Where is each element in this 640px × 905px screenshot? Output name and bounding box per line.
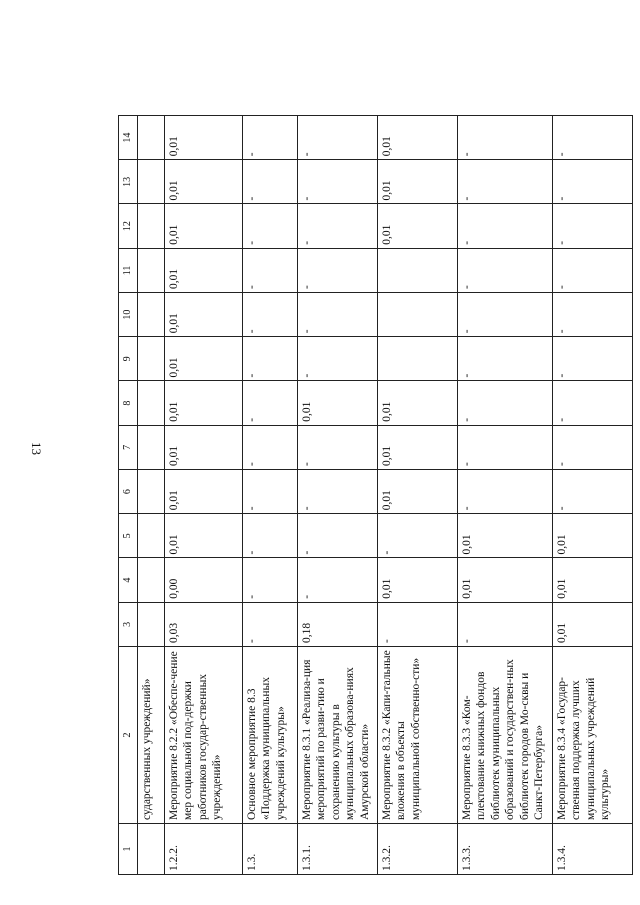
header-cell: 8 xyxy=(119,381,138,425)
header-cell: 1 xyxy=(119,824,138,875)
row-name: Мероприятие 8.3.3 «Ком-плектование книжных фондов библиотек муниципальных образований и государствен-ных библиотек городов Мо-сквы и Санкт-Петербурга» xyxy=(458,647,553,824)
row-value: 0,03 xyxy=(165,602,243,646)
header-cell: 5 xyxy=(119,514,138,558)
row-value xyxy=(378,337,458,381)
row-value: - xyxy=(298,470,378,514)
row-value: - xyxy=(458,425,553,469)
row-value: 0,01 xyxy=(165,425,243,469)
row-value: - xyxy=(553,381,633,425)
header-cell: 4 xyxy=(119,558,138,602)
row-value: 0,18 xyxy=(298,602,378,646)
row-value: 0,01 xyxy=(458,514,553,558)
table-row xyxy=(458,116,553,875)
row-value: - xyxy=(458,160,553,204)
row-value: 0,01 xyxy=(378,204,458,248)
row-value: 0,01 xyxy=(165,116,243,160)
row-name: Мероприятие 8.2.2 «Обеспе-чение мер социальной под-держки работников государ-ственных учреждений» xyxy=(165,647,243,824)
row-value: 0,01 xyxy=(165,160,243,204)
row-value: - xyxy=(243,293,298,337)
row-value: - xyxy=(243,425,298,469)
row-value: 0,01 xyxy=(378,470,458,514)
row-value: 0,01 xyxy=(165,204,243,248)
row-value: - xyxy=(298,425,378,469)
continuation-code-cell xyxy=(138,824,165,875)
row-value: - xyxy=(553,293,633,337)
row-value: 0,01 xyxy=(378,116,458,160)
row-name: Мероприятие 8.3.1 «Реализа-ция мероприятий по разви-тию и сохранению культуры в муниципальных образова-ниях Амурской области» xyxy=(298,647,378,824)
row-value: - xyxy=(553,116,633,160)
row-value: - xyxy=(298,293,378,337)
row-value: 0,01 xyxy=(378,160,458,204)
header-cell: 9 xyxy=(119,337,138,381)
row-value: 0,01 xyxy=(458,558,553,602)
row-value: - xyxy=(243,602,298,646)
row-value: 0,01 xyxy=(553,558,633,602)
row-value: 0,01 xyxy=(378,425,458,469)
header-cell: 3 xyxy=(119,602,138,646)
indicator-table xyxy=(118,115,633,875)
row-value: - xyxy=(243,160,298,204)
row-value: - xyxy=(553,337,633,381)
row-value: 0,01 xyxy=(553,514,633,558)
header-cell: 6 xyxy=(119,470,138,514)
row-value: - xyxy=(298,160,378,204)
table-row xyxy=(378,116,458,875)
row-value: - xyxy=(243,558,298,602)
table-row xyxy=(553,116,633,875)
header-cell: 10 xyxy=(119,293,138,337)
row-value: - xyxy=(298,558,378,602)
row-value: - xyxy=(458,470,553,514)
row-value: - xyxy=(553,425,633,469)
continuation-text: сударственных учреждений» xyxy=(138,647,165,824)
row-name: Мероприятие 8.3.4 «Государ-ственная поддержка лучших муниципальных учреждений культуры» xyxy=(553,647,633,824)
row-value: - xyxy=(553,160,633,204)
row-name: Мероприятие 8.3.2 «Капи-тальные вложения в объекты муниципальной собственно-сти» xyxy=(378,647,458,824)
row-value: - xyxy=(298,514,378,558)
row-value: - xyxy=(458,381,553,425)
row-code: 1.3. xyxy=(243,824,298,875)
row-value: - xyxy=(243,116,298,160)
row-value xyxy=(378,248,458,292)
page-number: 13 xyxy=(29,442,44,455)
row-name: Основное мероприятие 8.3 «Поддержка муниципальных учреждений культуры» xyxy=(243,647,298,824)
row-value: - xyxy=(553,204,633,248)
row-value: 0,01 xyxy=(378,381,458,425)
row-code: 1.2.2. xyxy=(165,824,243,875)
row-value: 0,01 xyxy=(165,248,243,292)
header-row xyxy=(119,116,138,875)
row-value: - xyxy=(553,470,633,514)
row-value: - xyxy=(458,293,553,337)
table-row xyxy=(298,116,378,875)
row-value: - xyxy=(243,337,298,381)
header-cell: 2 xyxy=(119,647,138,824)
row-code: 1.3.4. xyxy=(553,824,633,875)
table-body xyxy=(119,116,633,875)
table-row xyxy=(243,116,298,875)
header-cell: 13 xyxy=(119,160,138,204)
row-value: - xyxy=(553,248,633,292)
row-value: - xyxy=(298,116,378,160)
table-row xyxy=(165,116,243,875)
row-value: 0,01 xyxy=(378,558,458,602)
header-cell: 11 xyxy=(119,248,138,292)
row-value: 0,01 xyxy=(553,602,633,646)
row-code: 1.3.3. xyxy=(458,824,553,875)
row-value xyxy=(378,293,458,337)
row-value: - xyxy=(243,204,298,248)
row-value: - xyxy=(298,248,378,292)
row-value: - xyxy=(298,337,378,381)
row-value: - xyxy=(458,248,553,292)
row-value: - xyxy=(458,602,553,646)
row-value: 0,00 xyxy=(165,558,243,602)
row-code: 1.3.2. xyxy=(378,824,458,875)
row-value: 0,01 xyxy=(165,381,243,425)
row-value: - xyxy=(243,248,298,292)
row-value: - xyxy=(458,116,553,160)
row-value: - xyxy=(378,602,458,646)
header-cell: 14 xyxy=(119,116,138,160)
row-value: - xyxy=(243,514,298,558)
row-value: 0,01 xyxy=(298,381,378,425)
header-cell: 7 xyxy=(119,425,138,469)
row-value: 0,01 xyxy=(165,514,243,558)
row-value: - xyxy=(243,470,298,514)
row-value: - xyxy=(458,337,553,381)
row-value: - xyxy=(298,204,378,248)
header-cell: 12 xyxy=(119,204,138,248)
row-value: 0,01 xyxy=(165,293,243,337)
rotated-table-area xyxy=(118,115,612,875)
continuation-row xyxy=(138,116,165,875)
row-value: 0,01 xyxy=(165,337,243,381)
row-code: 1.3.1. xyxy=(298,824,378,875)
row-value: - xyxy=(458,204,553,248)
row-value: - xyxy=(378,514,458,558)
row-value: 0,01 xyxy=(165,470,243,514)
row-value: - xyxy=(243,381,298,425)
